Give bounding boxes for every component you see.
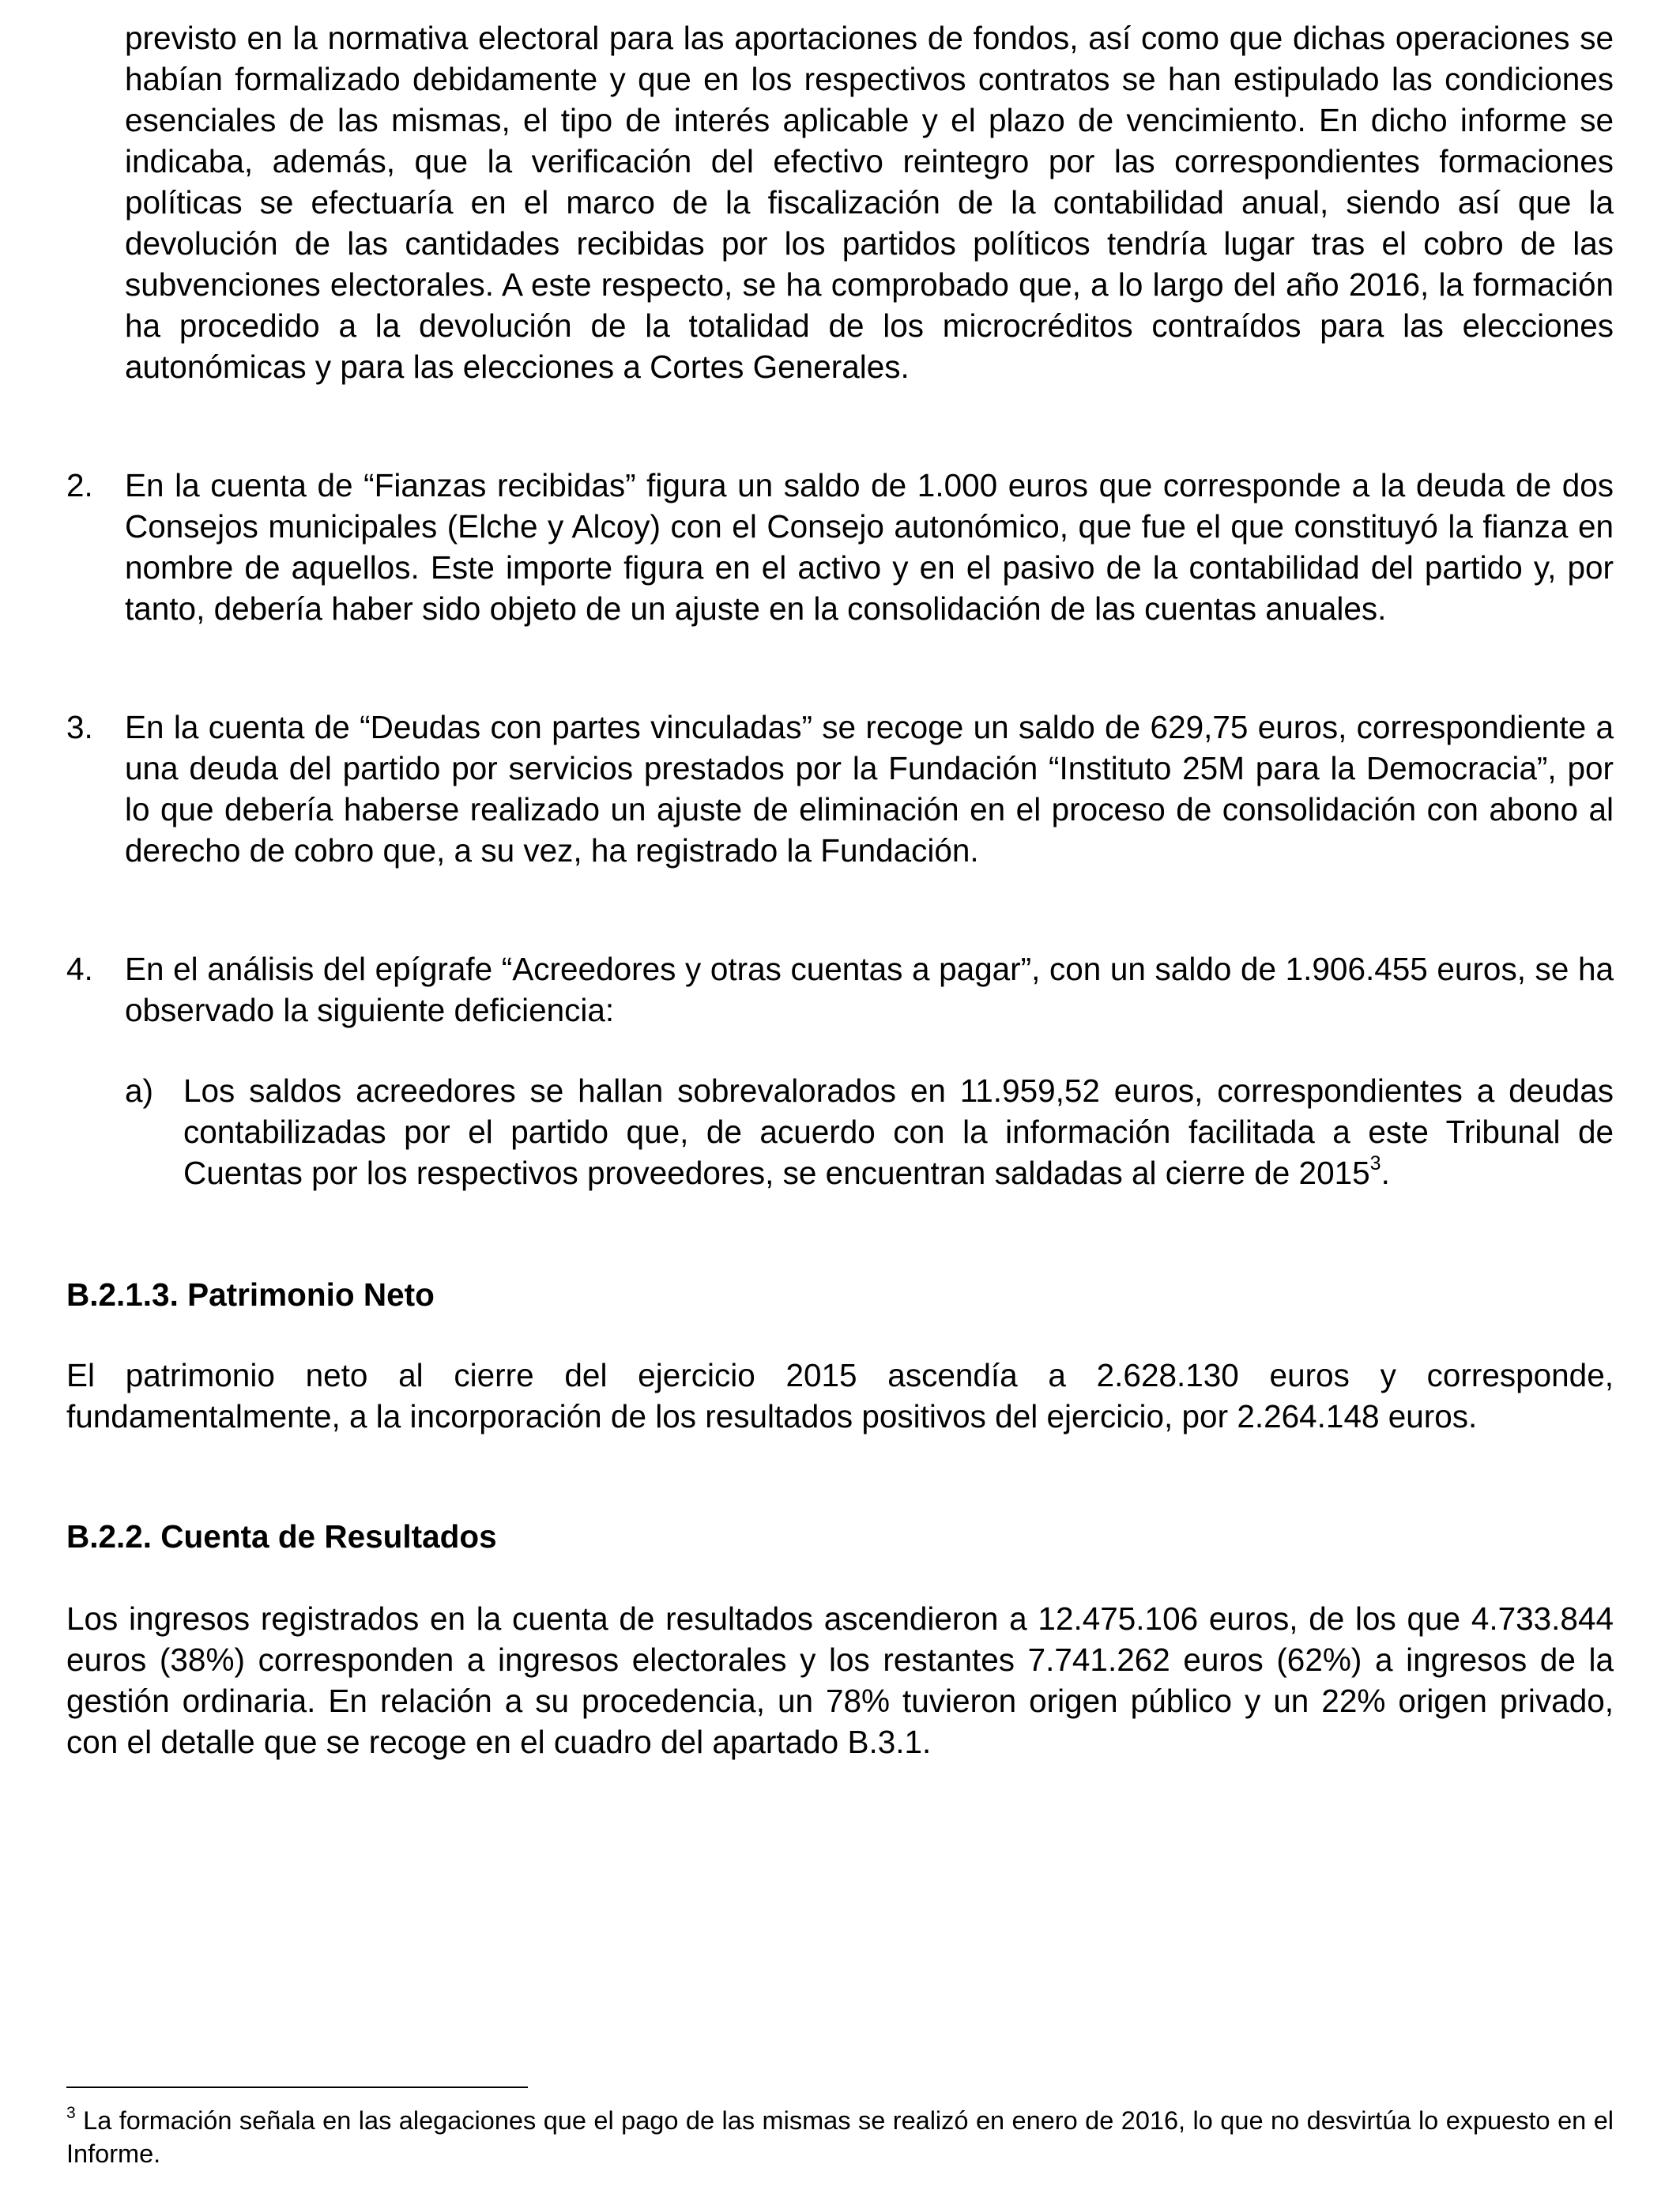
list-item-number: 4. — [66, 951, 93, 987]
resultados-paragraph: Los ingresos registrados en la cuenta de resultados ascendieron a 12.475.106 euros, de los que 4.733.844 euros (38%) corresponden a ingresos electorales y los restantes 7.741.262 euros (62%) a ingresos de la gestión ordinaria. En relación a su procedencia, un 78% tuvieron origen público y un 22% origen privado, con el detalle que se recoge en el cuadro del apartado B.3.1. — [66, 1600, 1614, 1760]
list-item-4 — [66, 948, 1614, 1031]
footnote-text: La formación señala en las alegaciones que el pago de las mismas se realizó en enero de 2016, lo que no desvirtúa lo expuesto en el Informe. — [66, 2106, 1614, 2168]
footnote-separator — [66, 2087, 528, 2088]
list-item-text: En el análisis del epígrafe “Acreedores y otras cuentas a pagar”, con un saldo de 1.906.455 euros, se ha observado la siguiente deficiencia: — [125, 951, 1614, 1028]
list-item-2 — [66, 465, 1614, 629]
sub-item-text — [183, 1070, 1614, 1193]
sub-item-body: Los saldos acreedores se hallan sobrevalorados en 11.959,52 euros, correspondientes a deudas contabilizadas por el partido que, de acuerdo con la información facilitada a este Tribunal de Cuentas por los respectivos proveedores, se encuentran saldadas al cierre de 2015 — [183, 1072, 1614, 1191]
sub-item-a — [125, 1070, 1614, 1193]
section-heading-patrimonio: B.2.1.3. Patrimonio Neto — [66, 1276, 435, 1313]
sub-item-letter: a) — [125, 1072, 154, 1109]
continued-paragraph: previsto en la normativa electoral para las aportaciones de fondos, así como que dichas operaciones se habían formalizado debidamente y que en los respectivos contratos se han estipulado las condiciones esenciales de las mismas, el tipo de interés aplicable y el plazo de vencimiento. En dicho informe se indicaba, además, que la verificación del efectivo reintegro por las correspondientes formaciones políticas se efectuaría en el marco de la fiscalización de la contabilidad anual, siendo así que la devolución de las cantidades recibidas por los partidos políticos tendría lugar tras el cobro de las subvenciones electorales. A este respecto, se ha comprobado que, a lo largo del año 2016, la formación ha procedido a la devolución de la totalidad de los microcréditos contraídos para las elecciones autonómicas y para las elecciones a Cortes Generales. — [125, 20, 1614, 385]
patrimonio-paragraph: El patrimonio neto al cierre del ejercicio 2015 ascendía a 2.628.130 euros y corresponde, fundamentalmente, a la incorporación de los resultados positivos del ejercicio, por 2.264.148 euros. — [66, 1357, 1614, 1434]
footnote-marker: 3 — [66, 2104, 76, 2122]
footnote-reference: 3 — [1369, 1152, 1381, 1174]
list-item-text: En la cuenta de “Fianzas recibidas” figura un saldo de 1.000 euros que corresponde a la deuda de dos Consejos municipales (Elche y Alcoy) con el Consejo autonómico, que fue el que constituyó la fianza en nombre de aquellos. Este importe figura en el activo y en el pasivo de la contabilidad del partido y, por tanto, debería haber sido objeto de un ajuste en la consolidación de las cuentas anuales. — [125, 467, 1614, 627]
list-item-number: 2. — [66, 467, 93, 503]
list-item-text: En la cuenta de “Deudas con partes vinculadas” se recoge un saldo de 629,75 euros, correspondiente a una deuda del partido por servicios prestados por la Fundación “Instituto 25M para la Democracia”, por lo que debería haberse realizado un ajuste de eliminación en el proceso de consolidación con abono al derecho de cobro que, a su vez, ha registrado la Fundación. — [125, 709, 1614, 869]
sub-item-end: . — [1381, 1155, 1390, 1191]
section-heading-resultados: B.2.2. Cuenta de Resultados — [66, 1518, 497, 1555]
list-item-3 — [66, 707, 1614, 871]
list-item-number: 3. — [66, 709, 93, 745]
footnote — [66, 2104, 1614, 2170]
